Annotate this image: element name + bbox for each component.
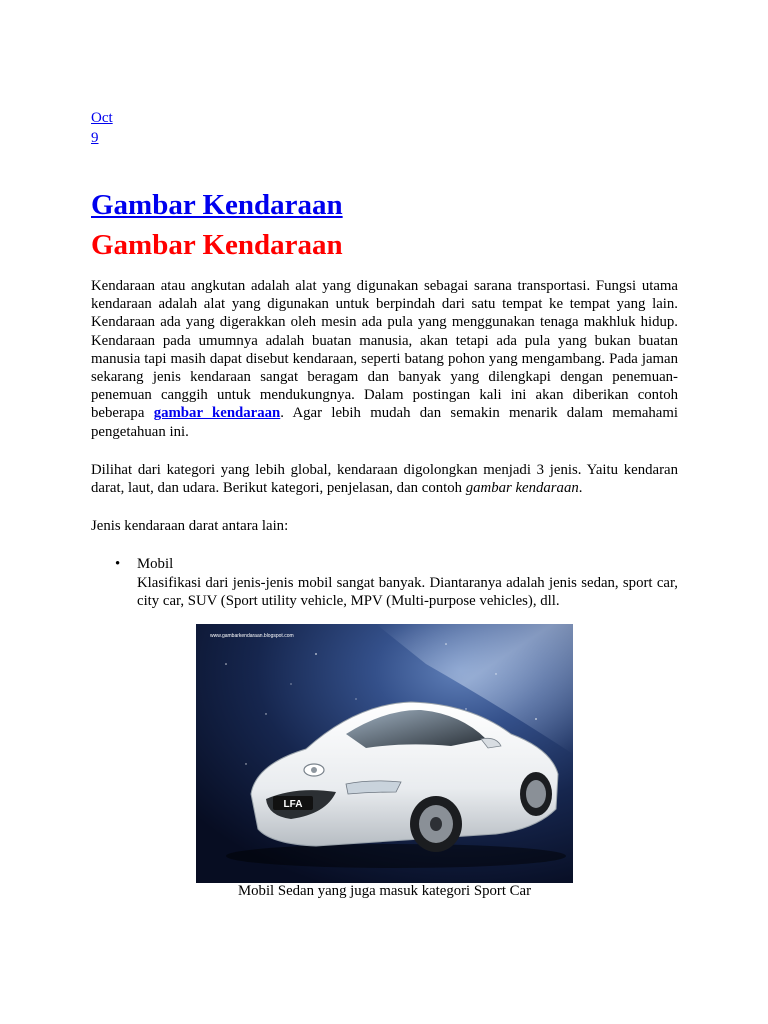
category-text-end: . (578, 480, 583, 497)
post-title-link[interactable]: Gambar Kendaraan (91, 189, 343, 221)
post-heading: Gambar Kendaraan (91, 229, 343, 261)
car-illustration (196, 624, 573, 883)
category-text: Dilihat dari kategori yang lebih global, kendaraan digolongkan menjadi 3 jenis. Yaitu kendaran darat, laut, dan udara. Berikut kategori, penjelasan, dan contoh (91, 461, 678, 497)
date-month-link[interactable]: Oct (91, 110, 113, 126)
intro-text: Kendaraan atau angkutan adalah alat yang digunakan sebagai sarana transportasi. Fungsi utama kendaraan adalah alat yang digunakan untuk berpindah dari satu tempat ke tempat yang lain. Kendaraan ada yang digerakkan oleh mesin ada pula yang menggunakan tenaga makhluk hidup. Kendaraan pada umumnya adalah buatan manusia, akan tetapi ada pula yang bukan buatan manusia tapi masih dapat disebut kendaraan, seperti batang pohon yang mengambang. Pada jaman sekarang jenis kendaraan sangat beragam dan banyak yang dilengkapi dengan penemuan-penemuan canggih untuk mendukungnya. Dalam postingan kali ini akan diberikan contoh beberapa (91, 278, 678, 422)
land-vehicle-intro: Jenis kendaraan darat antara lain: (91, 518, 289, 535)
list-item-title: Mobil (137, 556, 174, 573)
bullet-icon: • (115, 556, 121, 573)
category-italic: gambar kendaraan (465, 480, 579, 497)
intro-text-end: . Agar lebih mudah dan semakin menarik dalam memahami pengetahuan ini. (91, 405, 678, 440)
list-item (115, 555, 678, 610)
intro-paragraph (91, 277, 678, 441)
vehicle-list (91, 555, 678, 610)
list-item-text: Klasifikasi dari jenis-jenis mobil sangat banyak. Diantaranya adalah jenis sedan, sport car, city car, SUV (Sport utility vehicle, MPV (Multi-purpose vehicles), dll. (137, 574, 678, 609)
post-container (91, 108, 678, 610)
sport-car-image (196, 624, 573, 883)
image-caption: Mobil Sedan yang juga masuk kategori Sport Car (237, 883, 531, 899)
gambar-kendaraan-link[interactable]: gambar kendaraan (153, 405, 281, 422)
license-plate-text: LFA (283, 799, 303, 810)
watermark-text: www.gambarkendaraan.blogspot.com (210, 633, 294, 639)
post-date (91, 108, 678, 148)
category-paragraph (91, 461, 678, 497)
date-day-link[interactable]: 9 (91, 130, 99, 146)
